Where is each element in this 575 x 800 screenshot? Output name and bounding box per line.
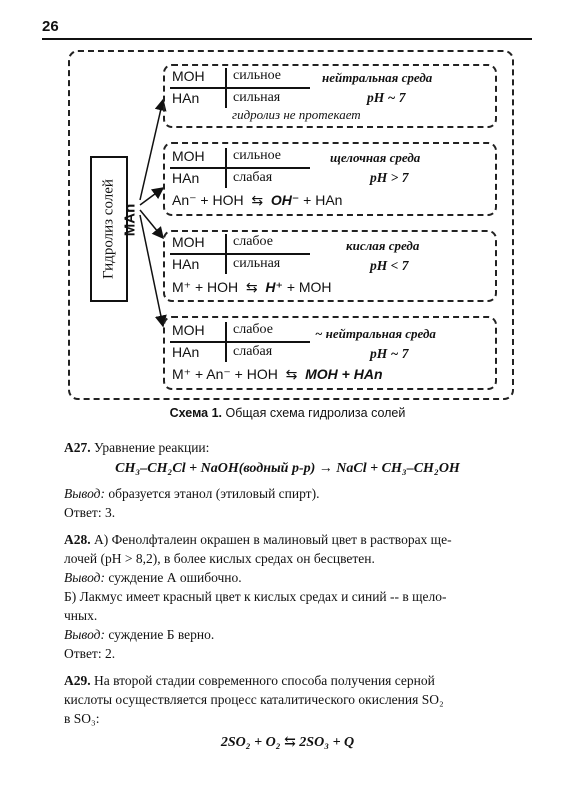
arrow-to-box-4: [140, 215, 163, 326]
table-divider: [170, 341, 310, 343]
a27-conclusion: [64, 484, 534, 503]
a27-equation: CH₃–CH₂Cl + NaOH(водный р-р) → NaCl + CH₃–CH₂OH: [115, 461, 460, 476]
arrow-to-box-2: [140, 188, 163, 205]
base-formula: MOH: [172, 322, 205, 338]
table-divider: [170, 87, 310, 89]
hydrolysis-note: гидролиз не протекает: [232, 107, 361, 122]
arrow-to-box-1: [140, 100, 163, 200]
base-formula: MOH: [172, 68, 205, 84]
table-divider: [170, 167, 310, 169]
a28-line-1: [64, 530, 534, 549]
equation-product: MOH + HAn: [305, 366, 383, 382]
equilibrium-arrow: ⇆: [251, 192, 264, 208]
acid-strength: слабая: [233, 344, 273, 359]
a28-text: А) Фенолфталеин окрашен в малиновый цвет в растворах ще-: [90, 532, 452, 547]
a29-text: На второй стадии современного способа получения серной: [90, 673, 435, 688]
a28-line-2: лочей (рН > 8,2), в более кислых средах он бесцветен.: [64, 551, 375, 566]
base-formula: MOH: [172, 148, 205, 164]
page-number: 26: [42, 18, 59, 35]
base-strength: сильное: [233, 148, 281, 163]
conclusion-label: Вывод:: [64, 627, 105, 642]
caption-label: Схема 1.: [169, 406, 223, 420]
medium-label: кислая среда: [346, 238, 420, 253]
acid-formula: HAn: [172, 170, 200, 186]
a27-intro-text: Уравнение реакции:: [90, 440, 210, 455]
base-strength: слабое: [233, 322, 273, 337]
acid-formula: HAn: [172, 344, 200, 360]
ph-label: pH ~ 7: [367, 90, 406, 105]
question-number: А28.: [64, 532, 91, 547]
a27-intro: [64, 438, 534, 457]
equilibrium-arrow: ⇆: [245, 279, 258, 295]
ph-label: pH < 7: [370, 258, 409, 273]
caption-text: Общая схема гидролиза солей: [222, 406, 406, 420]
acid-formula: HAn: [172, 256, 200, 272]
medium-label: щелочная среда: [330, 150, 421, 165]
scheme-caption: [0, 406, 575, 420]
equation-rest: + MOH: [286, 279, 332, 295]
a29-line-1: [64, 671, 534, 690]
conclusion-text: суждение Б верно.: [104, 627, 215, 642]
question-number: А29.: [64, 673, 91, 688]
base-strength: слабое: [233, 234, 273, 249]
conclusion-label: Вывод:: [64, 570, 105, 585]
hydrolysis-equation: [172, 192, 342, 209]
acid-strength: слабая: [233, 170, 273, 185]
ph-label: pH > 7: [370, 170, 409, 185]
equation-product: OH⁻: [270, 192, 300, 208]
table-divider: [170, 253, 310, 255]
a28-answer: Ответ: 2.: [64, 646, 116, 661]
equation-reactants: M⁺ + HOH: [172, 279, 239, 295]
conclusion-label: Вывод:: [64, 486, 105, 501]
a28-conclusion-2: [64, 625, 534, 644]
conclusion-text: суждение А ошибочно.: [104, 570, 242, 585]
a28-line-3: Б) Лакмус имеет красный цвет к кислых средах и синий -- в щело-: [64, 589, 447, 604]
a27-answer: Ответ: 3.: [64, 505, 116, 520]
a29-line-3: в SO₃:: [64, 711, 100, 726]
acid-strength: сильная: [233, 90, 281, 105]
equation-reactants: An⁻ + HOH: [172, 192, 244, 208]
equation-reactants: M⁺ + An⁻ + HOH: [172, 366, 278, 382]
a29-equation: 2SO₂ + O₂ ⇆ 2SO₃ + Q: [220, 735, 355, 750]
base-strength: сильное: [233, 68, 281, 83]
salt-label: MAn: [121, 203, 139, 237]
a28-line-4: чных.: [64, 608, 98, 623]
conclusion-text: образуется этанол (этиловый спирт).: [104, 486, 320, 501]
medium-label: ~ нейтральная среда: [315, 326, 436, 341]
equation-product: H⁺: [265, 279, 283, 295]
hydrolysis-equation: [172, 279, 332, 296]
base-formula: MOH: [172, 234, 205, 250]
equilibrium-arrow: ⇆: [285, 366, 298, 382]
hydrolysis-title: Гидролиз солей: [100, 179, 117, 279]
a28-conclusion-1: [64, 568, 534, 587]
a29-line-2: кислоты осуществляется процесс каталитического окисления SO₂: [64, 692, 444, 707]
acid-strength: сильная: [233, 256, 281, 271]
ph-label: pH ~ 7: [370, 346, 409, 361]
medium-label: нейтральная среда: [322, 70, 433, 85]
question-number: А27.: [64, 440, 91, 455]
equation-rest: + HAn: [303, 192, 343, 208]
acid-formula: HAn: [172, 90, 200, 106]
hydrolysis-equation: [172, 366, 383, 383]
